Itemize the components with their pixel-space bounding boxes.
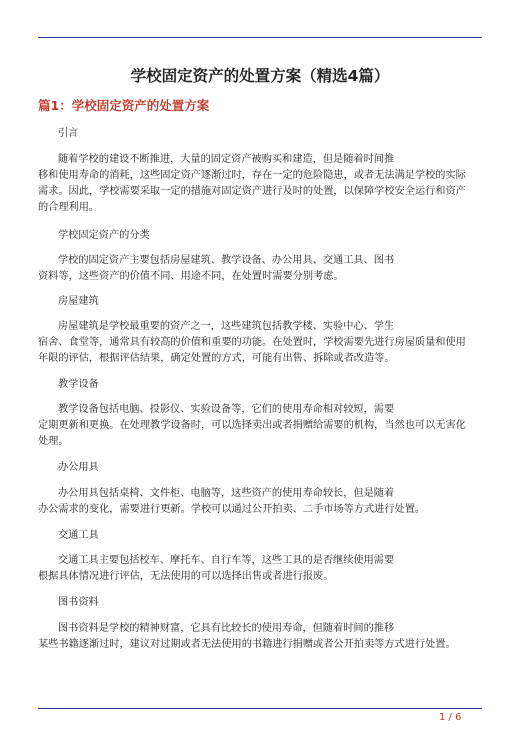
office-heading: 办公用具: [58, 462, 99, 473]
classification-paragraph: [38, 253, 482, 285]
library-paragraph: [38, 621, 482, 653]
paragraph-line: 房屋建筑是学校最重要的资产之一，这些建筑包括教学楼、实验中心、学生: [58, 321, 395, 332]
office-paragraph: [38, 486, 482, 518]
paragraph-line: 教学设备包括电脑、投影仪、实验设备等，它们的使用寿命相对较短，需要: [58, 404, 395, 415]
transport-paragraph: [38, 553, 482, 585]
library-heading: 图书资料: [58, 597, 99, 608]
paragraph-line: 交通工具主要包括校车、摩托车、自行车等，这些工具的是否继续使用需要: [58, 555, 395, 566]
header-rule: [38, 37, 482, 38]
paragraph-line: 需求。因此，学校需要采取一定的措施对固定资产进行及时的处置，以保障学校安全运行和资产: [38, 186, 466, 197]
document-title: 学校固定资产的处置方案（精选4篇）: [130, 67, 390, 85]
paragraph-line: 资料等，这些资产的价值不同、用途不同，在处置时需要分别考虑。: [38, 271, 344, 282]
paragraph-line: 处理。: [38, 436, 69, 447]
transport-heading: 交通工具: [58, 530, 99, 541]
buildings-heading: 房屋建筑: [58, 296, 99, 307]
page-number: 1 / 6: [439, 712, 462, 723]
paragraph-line: 学校的固定资产主要包括房屋建筑、教学设备、办公用具、交通工具、图书: [58, 255, 395, 266]
paragraph-line: 定期更新和更换。在处理教学设备时，可以选择卖出或者捐赠给需要的机构，当然也可以无害化: [38, 420, 466, 431]
paragraph-line: 根据具体情况进行评估，无法使用的可以选择出售或者进行报废。: [38, 571, 334, 582]
teaching-heading: 教学设备: [58, 379, 99, 390]
paragraph-line: 移和使用寿命的消耗，这些固定资产逐渐过时，存在一定的危险隐患，或者无法满足学校的实际: [38, 170, 466, 181]
buildings-paragraph: [38, 319, 482, 367]
teaching-paragraph: [38, 402, 482, 450]
paragraph-line: 某些书籍逐渐过时，建议对过期或者无法使用的书籍进行捐赠或者公开拍卖等方式进行处置。: [38, 639, 456, 650]
paragraph-line: 的合理利用。: [38, 202, 100, 213]
paragraph-line: 宿舍、食堂等，通常具有较高的价值和重要的功能。在处置时，学校需要先进行房屋质量和使用: [38, 337, 466, 348]
paragraph-line: 办公用具包括桌椅、文件柜、电脑等，这些资产的使用寿命较长，但是随着: [58, 488, 395, 499]
intro-paragraph: [38, 152, 482, 216]
intro-heading: 引言: [58, 128, 79, 139]
paragraph-line: 办公需求的变化，需要进行更新。学校可以通过公开拍卖、二手市场等方式进行处置。: [38, 504, 426, 515]
footer-rule: [38, 708, 482, 709]
section-heading: 篇1：学校固定资产的处置方案: [38, 98, 210, 113]
paragraph-line: 图书资料是学校的精神财富，它具有比较长的使用寿命，但随着时间的推移: [58, 623, 395, 634]
paragraph-line: 年限的评估，根据评估结果，确定处置的方式，可能有出售、拆除或者改造等。: [38, 353, 395, 364]
classification-heading: 学校固定资产的分类: [58, 230, 150, 241]
paragraph-line: 随着学校的建设不断推进，大量的固定资产被购买和建造，但是随着时间推: [58, 154, 395, 165]
